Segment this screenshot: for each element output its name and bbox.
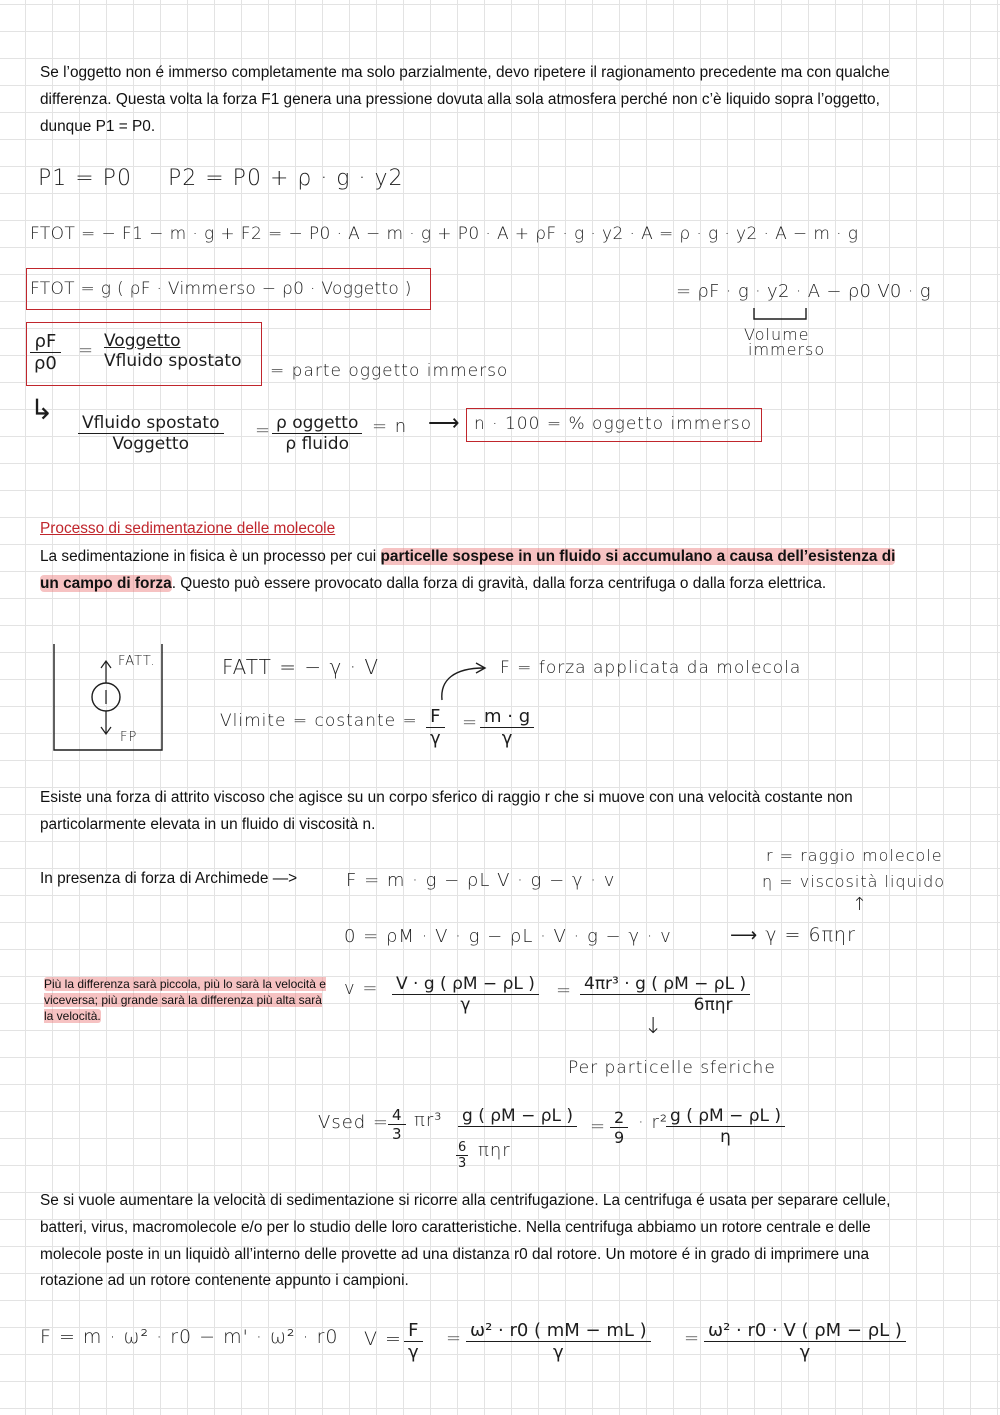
long-arrow-icon: ⟶ [428,411,461,436]
centr-line-2: batteri, virus, macromolecole e/o per lo studio delle loro caratteristiche. Nella centrifuga abbiamo un rotore centrale e delle [40,1219,871,1236]
sphere-num: 4πr³ · g ( ρM − ρL ) [580,974,750,995]
intro-line-2: differenza. Questa volta la forza F1 genera una pressione dovuta alla sola atmosfera perché non c’è liquido sopra l’oggetto, [40,91,880,108]
vsed-label: Vsed = [318,1112,389,1133]
particelle-sferiche-label: Per particelle sferiche [568,1058,776,1078]
fp-label: FP [120,730,138,745]
centr-line-4: rotazione ad un rotore contenente appunto i campioni. [40,1272,409,1289]
final-vsed-den: η [720,1127,731,1147]
three-2: 3 [458,1156,467,1171]
rho-f: ρF [30,331,61,353]
intro-line-1: Se l’oggetto non é immerso completamente ma solo parzialmente, devo ripetere il ragionamento precedente ma con qualche [40,64,890,81]
centrifugal-force: F = m · ω² · r0 − m' · ω² · r0 [40,1326,339,1348]
parte-oggetto-immerso: = parte oggetto immerso [270,361,509,381]
zero-equation: 0 = ρM · V · g − ρL · V · g − γ · v [344,926,672,947]
ftot-archimede: FTOT = g ( ρF · Vimmerso − ρ0 · Voggetto ) [30,279,412,299]
ftot-expansion: FTOT = − F1 − m · g + F2 = − P0 · A − m · g + P0 · A + ρF · g · y2 · A = ρ · g · y2 · A − m · g [30,224,859,244]
final-vsed-num: g ( ρM − ρL ) [666,1106,785,1127]
v-fluido-spostato: Vfluido spostato [104,351,242,371]
intro-line-3: dunque P1 = P0. [40,118,156,135]
density-difference-fraction [704,1320,906,1363]
vsed-num: g ( ρM − ρL ) [458,1106,577,1127]
sed-text-a: La sedimentazione in fisica è un processo per cui [40,548,381,565]
r-squared: · r² · [638,1112,682,1133]
vfs: Vfluido spostato [78,413,224,434]
rho-0: ρ0 [34,353,57,374]
rho-ratio [30,331,61,374]
gamma-final-den: γ [408,1342,419,1363]
vogg: Voggetto [112,434,189,454]
immerso-label: immerso [748,340,826,359]
fatt-label: FATT. [118,654,156,669]
mass-num: ω² · r0 ( mM − mL ) [466,1320,651,1342]
f-definition: F = forza applicata da molecola [500,658,802,678]
mass-den: γ [553,1342,564,1363]
eq-sign-5: = [446,1328,463,1349]
sed-paragraph [40,543,965,597]
eq-sign-6: = [684,1328,701,1349]
sed-text-d: . Questo può essere provocato dalla forza di gravità, dalla forza centrifuga o dalla forza elettrica. [171,575,827,592]
rho-oggetto: ρ oggetto [272,413,362,434]
eq-sign-4: = [590,1116,607,1137]
final-vsed-fraction [666,1106,785,1147]
rho-ogg-over-fluido [272,413,362,454]
down-arrow-icon: ↓ [644,1014,664,1039]
force-equation: F = m · g − ρL V · g − γ · v [346,870,616,891]
four-thirds [388,1106,406,1143]
two-ninths [610,1108,628,1147]
centr-line-3: molecole poste in un liquidò all’interno delle provette ad una distanza r0 dal rotore. Un motore é in grado di imprimere una [40,1246,870,1263]
f-over-gamma [426,706,445,749]
ratio-eq: = [78,340,95,361]
three: 3 [392,1125,402,1143]
eq-sign-2: = [462,712,479,733]
gamma-den-2: γ [501,728,513,749]
fatt-equation: FATT = − γ · V [222,655,380,679]
curved-arrow-icon [432,658,492,703]
pi-eta-r: πηr [478,1140,511,1161]
return-arrow-icon: ↳ [30,393,55,426]
volume-ratio [100,331,246,371]
f-num: F [426,706,445,728]
gamma-equation: ⟶ γ = 6πηr [730,924,856,946]
four: 4 [388,1106,406,1125]
p2-equation: P2 = P0 + ρ · g · y2 [168,166,404,191]
v-label: v = [344,978,379,999]
mg-over-gamma [480,706,534,749]
vlimite-equation: Vlimite = costante = [220,711,418,731]
note-text: Più la differenza sarà piccola, più lo sarà la velocità e viceversa; più grande sarà la differenza più alta sarà la velocità. [44,977,326,1023]
pi-r-cubed: πr³ [414,1110,443,1131]
sed-highlight-2: un campo di forza [40,575,172,592]
viscosita-label: η = viscosità liquido [762,872,946,891]
vsed-fraction [458,1106,577,1127]
visc-line-2: particolarmente elevata in un fluido di viscosità n. [40,816,376,833]
velocity-num: V · g ( ρM − ρL ) [392,974,539,995]
density-num: ω² · r0 · V ( ρM − ρL ) [704,1320,906,1342]
eq-n: = n [372,416,408,437]
up-arrow-icon: ↑ [852,894,869,915]
f-final-num: F [404,1320,423,1342]
f-over-gamma-final [404,1320,423,1363]
two: 2 [610,1108,628,1128]
eq-sign: = [255,420,272,441]
density-den: γ [799,1342,811,1363]
p1-equation: P1 = P0 [38,166,132,191]
highlight-note [44,976,326,1024]
velocity-fraction [392,974,539,1015]
mass-difference-fraction [466,1320,651,1363]
mg-num: m · g [480,706,534,728]
vfs-over-vogg [78,413,224,454]
six: 6 [458,1140,467,1155]
ftot-alt: = ρF · g · y2 · A − ρ0 V0 · g [676,281,931,302]
gamma-den: γ [430,728,441,749]
rho-fluido: ρ fluido [285,434,349,454]
nine: 9 [614,1128,625,1147]
velocity-den: γ [460,995,471,1015]
percent-immerso: n · 100 = % oggetto immerso [474,414,752,434]
v-centr-label: V = [364,1328,402,1350]
raggio-label: r = raggio molecole [766,846,943,865]
sphere-den: 6πηr [693,995,733,1015]
underbrace-icon [750,305,810,325]
visc-line-1: Esiste una forza di attrito viscoso che agisce su un corpo sferico di raggio r che si muove con una velocità costante non [40,789,853,806]
v-oggetto: Voggetto [104,331,181,351]
section-title-sedimentazione: Processo di sedimentazione delle molecole [40,520,336,537]
volume-label: Volume [744,325,810,344]
centr-line-1: Se si vuole aumentare la velocità di sedimentazione si ricorre alla centrifugazione. La centrifuga é usata per separare cellule, [40,1192,891,1209]
sed-highlight-1: particelle sospese in un fluido si accumulano a causa dell’esistenza di [380,548,896,565]
eq-sign-3: = [556,980,573,1001]
six-thirds [456,1140,468,1171]
velocity-sphere-fraction [580,974,750,1015]
archimede-label: In presenza di forza di Archimede —> [40,870,298,887]
